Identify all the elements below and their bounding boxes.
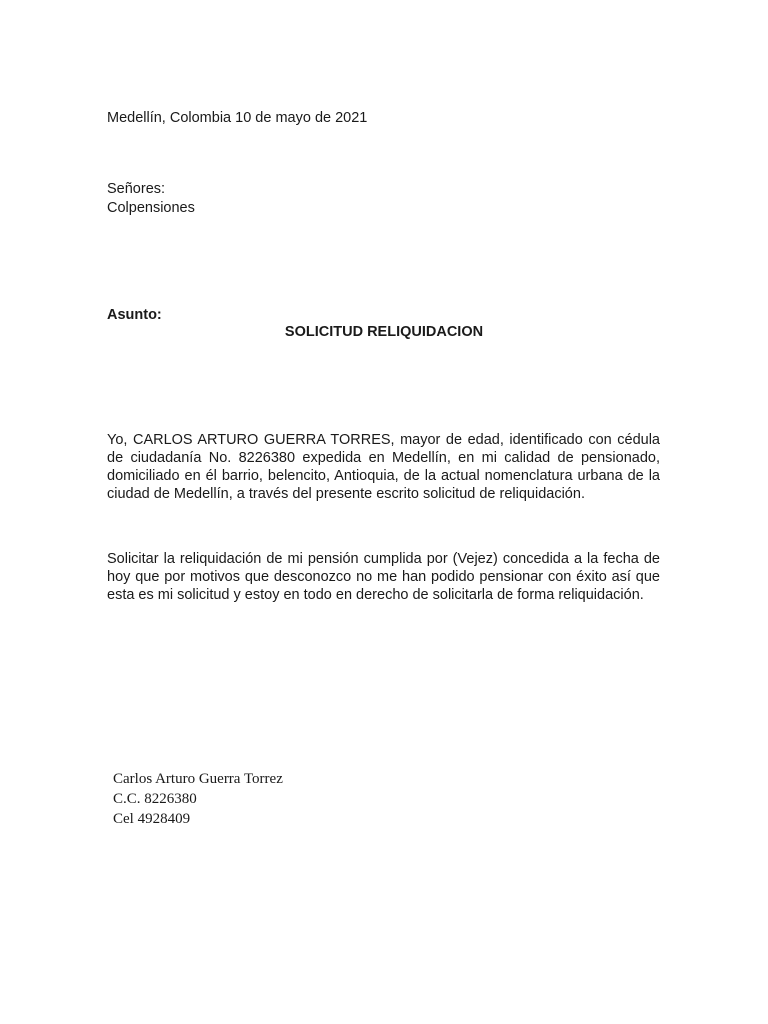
body-paragraph: Yo, CARLOS ARTURO GUERRA TORRES, mayor de edad, identificado con cédula de ciudadanía No. 8226380 expedida en Medellín, en mi calidad de pensionado, domiciliado en él barrio, belencito, Antioquia, de la actual nomenclatura urbana de la ciudad de Medellín, a través del presente escrito solicitud de reliquidación. [107, 432, 660, 502]
signature-id-number: C.C. 8226380 [113, 791, 197, 807]
signature-name: Carlos Arturo Guerra Torrez [113, 771, 283, 787]
subject-title: SOLICITUD RELIQUIDACION [284, 324, 484, 340]
signature-phone: Cel 4928409 [113, 811, 191, 827]
recipient-name: Colpensiones [107, 200, 195, 216]
date-line: Medellín, Colombia 10 de mayo de 2021 [107, 110, 368, 126]
recipient-greeting: Señores: [107, 181, 166, 197]
body-paragraph: Solicitar la reliquidación de mi pensión cumplida por (Vejez) concedida a la fecha de hoy que por motivos que desconozco no me han podido pensionar con éxito así que esta es mi solicitud y estoy en todo en derecho de solicitarla de forma reliquidación. [107, 551, 660, 603]
subject-label: Asunto: [107, 307, 162, 323]
